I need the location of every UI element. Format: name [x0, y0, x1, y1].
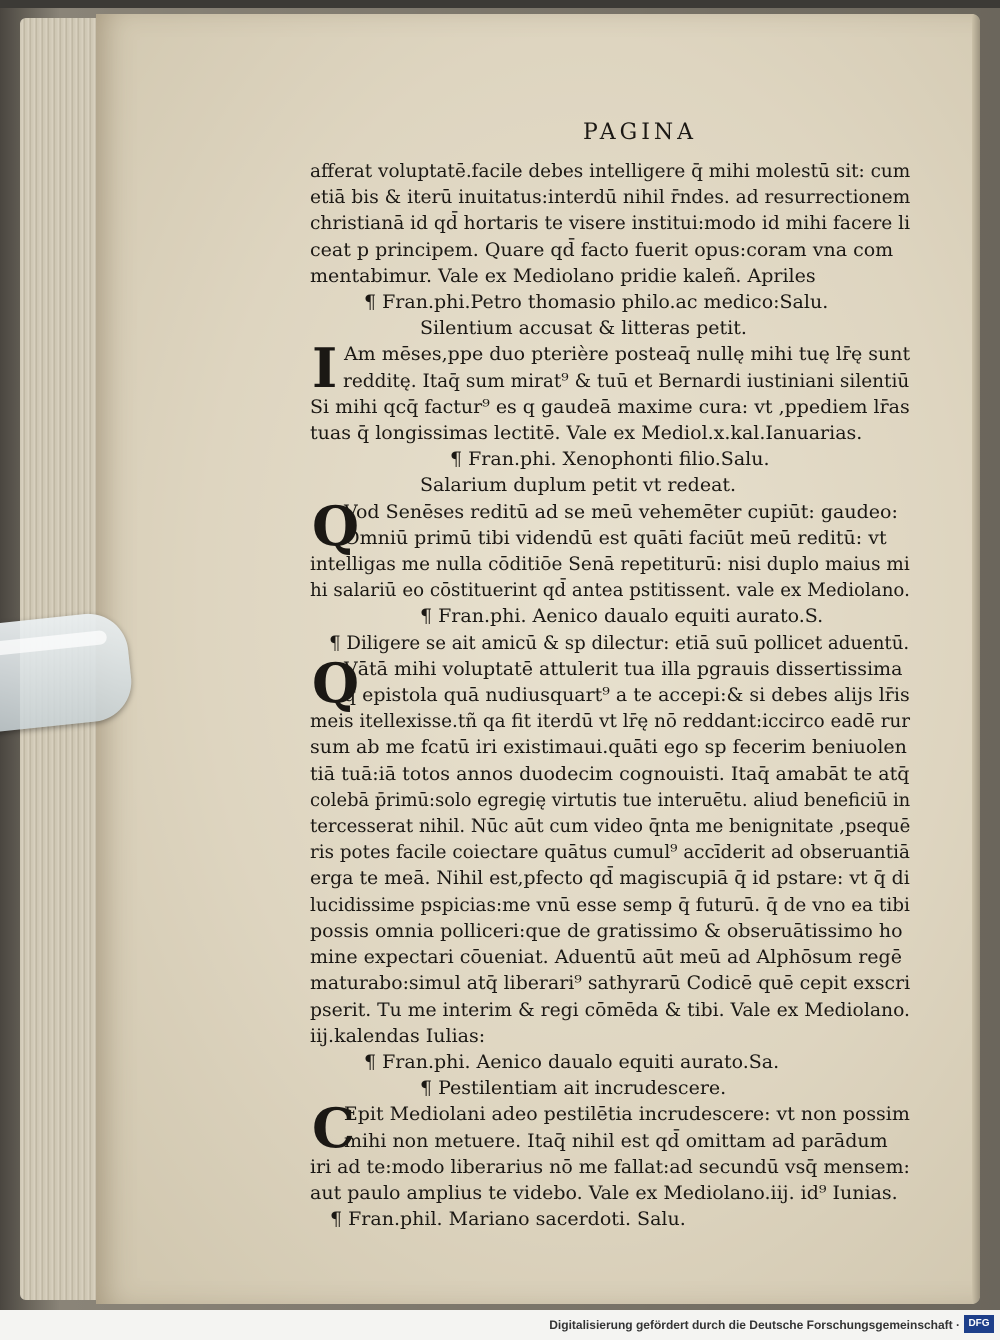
running-head: PAGINA — [582, 120, 698, 145]
text-line: intelligas me nulla cōditiōe Senā repetiturū: nisi duplo maius mi — [310, 553, 910, 576]
text-line: iij.kalendas Iulias: — [310, 1024, 486, 1047]
letter-heading: ¶ Fran.phi. Aenico daualo equiti aurato.Sa. — [364, 1050, 780, 1073]
text-line: tercesserat nihil. Nūc aūt cum video q̄nta me benignitate ,psequē — [310, 815, 911, 838]
initial-letter: C — [312, 1096, 355, 1161]
text-line: Am mēses,ppe duo pterière posteaq̄ nullę mihi tuę lr̄ę sunt — [343, 343, 911, 366]
text-line: ceat p principem. Quare qd̄ facto fuerit opus:coram vna com — [310, 238, 894, 261]
page-edge-right — [972, 14, 980, 1304]
text-line: pserit. Tu me interim & regi cōmēda & tibi. Vale ex Mediolano. — [310, 998, 911, 1021]
text-line: afferat voluptatē.facile debes intelligere q̄ mihi molestū sit: cum — [310, 160, 911, 182]
letter-heading: ¶ Fran.phi. Aenico daualo equiti aurato.S. — [420, 605, 824, 628]
paragraph — [310, 493, 910, 604]
letter-summary: Silentium accusat & litteras petit. — [420, 317, 747, 340]
text-line: possis omnia polliceri:que de gratissimo & obseruātissimo ho — [310, 919, 903, 942]
letter-heading: ¶ Fran.phil. Mariano sacerdoti. Salu. — [330, 1208, 686, 1231]
text-line: meis itellexisse.tñ qa fit iterdū vt lr̄ę nō reddant:iccirco eadē rur — [310, 710, 911, 733]
text-line: q̄ epistola quā nudiusquart⁹ a te accepi:& si debes alijs lr̄is — [343, 684, 910, 707]
text-line: Omniū primū tibi videndū est quāti faciūt meū reditū: vt — [344, 526, 887, 549]
text-line: Epit Mediolani adeo pestilētia incrudescere: vt non possim — [343, 1103, 910, 1126]
paragraph — [310, 1096, 910, 1206]
funding-notice: Digitalisierung gefördert durch die Deutsche Forschungsgemeinschaft · — [549, 1318, 960, 1332]
initial-letter: Q — [312, 650, 360, 715]
letter-summary: ¶ Pestilentiam ait incrudescere. — [420, 1077, 727, 1100]
letter-summary: ¶ Diligere se ait amicū & sp dilectur: etiā suū pollicet aduentū. — [329, 631, 910, 654]
text-line: tiā tuā:iā totos annos duodecim cognouisti. Itaq̄ amabāt te atq̄ — [310, 762, 910, 785]
text-line: aut paulo amplius te videbo. Vale ex Mediolano.iij. id⁹ Iunias. — [310, 1181, 898, 1204]
text-line: sum ab me fcatū iri existimaui.quāti ego sp fecerim beniuolen — [310, 736, 907, 759]
text-line: mentabimur. Vale ex Mediolano pridie kaleñ. Apriles — [310, 264, 816, 287]
text-line: colebā p̄rimū:solo egregię virtutis tue interuētu. aliud beneficiū in — [310, 788, 911, 811]
letter-heading: ¶ Fran.phi. Xenophonti filio.Salu. — [450, 448, 770, 471]
text-line: tuas q̄ longissimas lectitē. Vale ex Mediol.x.kal.Ianuarias. — [310, 422, 863, 445]
text-line: maturabo:simul atq̄ liberari⁹ sathyrarū Codicē quē cepit exscri — [310, 972, 911, 995]
text-line: Vod Senēses reditū ad se meū vehemēter cupiūt: gaudeo: — [344, 500, 898, 523]
text-line: Si mihi qcq̄ factur⁹ es q gaudeā maxime cura: vt ,ppediem lr̄as — [310, 395, 910, 418]
text-line: Vātā mihi voluptatē attulerit tua illa pgrauis dissertissima — [344, 657, 903, 680]
text-line: erga te meā. Nihil est,pfecto qd̄ magiscupiā q̄ id pstare: vt q̄ di — [310, 867, 910, 890]
letter-heading: ¶ Fran.phi.Petro thomasio philo.ac medico:Salu. — [364, 291, 829, 314]
text-line: mihi non metuere. Itaq̄ nihil est qd̄ omittam ad parādum — [344, 1129, 888, 1152]
text-line: mine expectari cōueniat. Aduentū aūt meū ad Alphōsum regē — [310, 946, 902, 969]
text-block — [310, 120, 910, 1232]
clip-shine — [0, 630, 107, 659]
text-line: redditę. Itaq̄ sum mirat⁹ & tuū et Bernardi iustiniani silentiū — [343, 369, 910, 392]
text-line: lucidissime pspicias:me vnū esse semp q̄ futurū. q̄ de vno ea tibi — [310, 893, 910, 916]
paragraph — [310, 650, 911, 1049]
text-line: hi salariū eo cōstituerint qd̄ antea pstitissent. vale ex Mediolano. — [310, 579, 910, 602]
dfg-logo: DFG — [964, 1315, 994, 1333]
footer-bar — [0, 1310, 1000, 1340]
initial-letter: Q — [312, 493, 360, 558]
text-line: etiā bis & iterū inuitatus:interdū nihil r̄ndes. ad resurrectionem — [310, 186, 911, 209]
letter-summary: Salarium duplum petit vt redeat. — [420, 474, 737, 497]
text-line: christianā id qd̄ hortaris te visere institui:modo id mihi facere li — [310, 212, 911, 235]
initial-letter: I — [312, 336, 338, 401]
paragraph — [310, 336, 911, 446]
text-line: ris potes facile coiectare quātus cumul⁹ accīderit ad obseruantiā — [310, 841, 910, 864]
text-line: iri ad te:modo liberarius nō me fallat:ad secundū vsq̄ mensem: — [310, 1155, 910, 1178]
